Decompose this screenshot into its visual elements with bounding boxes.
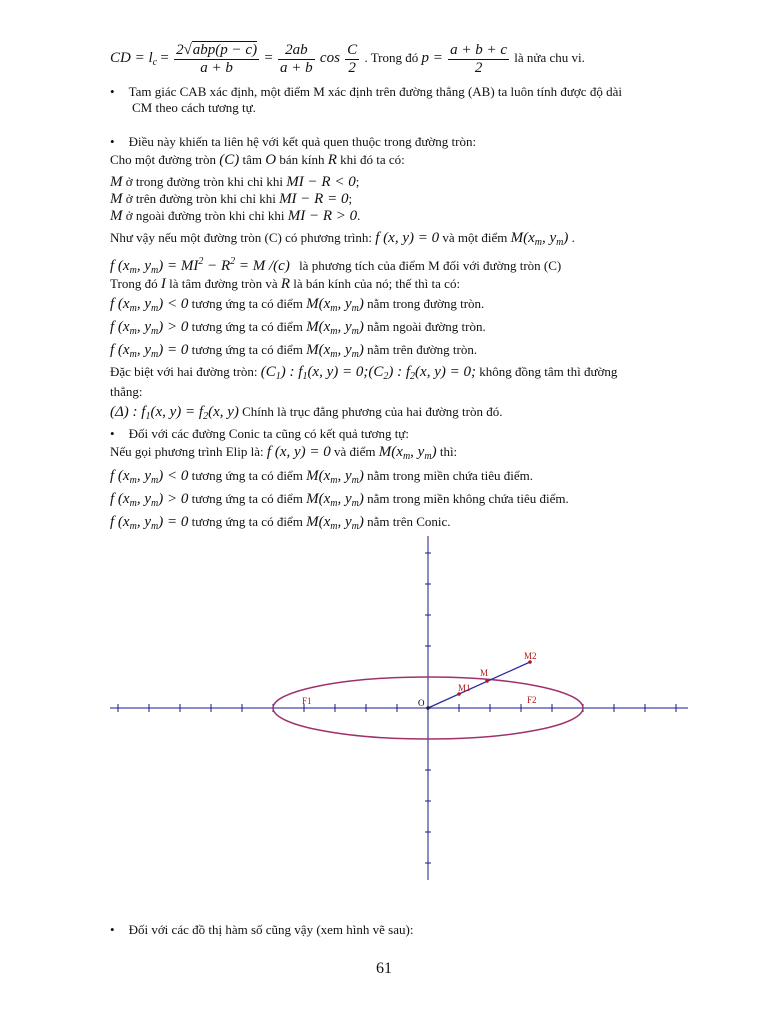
equals-sign-2: = — [264, 50, 273, 66]
p-equals: p = — [421, 50, 443, 66]
circle-intro-line: Cho một đường tròn (C) tâm O bán kính R khi đó ta có: — [110, 152, 405, 168]
point-m — [485, 679, 489, 683]
x-axis — [110, 704, 688, 712]
fraction-3: $\frac{C}{2}$ — [347, 41, 358, 76]
label-m2: M2 — [524, 651, 537, 661]
bullet-cab-continued: CM theo cách tương tự. — [132, 100, 256, 115]
ellipse-result-inside: f ($x_m$, $y_m) < 0$ tương ứng ta có điểm $M(x_m$, $y_m$) nằm trong miền chứa tiêu điểm. — [110, 468, 534, 486]
circle-result-inside: f ($x_m$, $y_m) < 0$ tương ứng ta có điểm $M(x_m$, $y_m$) nằm trong đường tròn. — [110, 296, 485, 314]
bullet-conic: • Đối với các đường Conic ta cũng có kết quả tương tự: — [110, 426, 409, 441]
bullet-circle: • Điều này khiến ta liên hệ với kết quả quen thuộc trong đường tròn: — [110, 134, 477, 149]
segment-o-m2 — [428, 662, 530, 708]
text-trong-do: . Trong đó — [364, 50, 419, 65]
case-inside: M ở trong đường tròn khi chỉ khi MI − R < 0; — [110, 174, 360, 190]
point-o — [426, 706, 430, 710]
bullet-graph: • Đối với các đồ thị hàm số cũng vậy (xem hình vẽ sau): — [110, 922, 414, 937]
circle-result-on: f ($x_m$, $y_m) = 0$ tương ứng ta có điểm $M(x_m$, $y_m$) nằm trên đường tròn. — [110, 342, 478, 360]
where-line: Trong đó I là tâm đường tròn và R là bán kính của nó; thế thì ta có: — [110, 276, 461, 292]
circle-equation-line: Như vậy nếu một đường tròn (C) có phương trình: f (x, y) = 0 và một điểm $M(x_m$, $y_m$) . — [110, 230, 575, 248]
case-outside: M ở ngoài đường tròn khi chỉ khi MI − R > 0. — [110, 208, 361, 224]
cd-lhs: CD = $l_c$ — [110, 50, 158, 68]
label-o: O — [418, 698, 425, 708]
two-circles-line: Đặc biệt với hai đường tròn: $(C_1)$ : $f_1(x$, $y) = 0;(C_2)$ : $f_2(x$, y) = 0; không đồng tâm thì đường — [110, 364, 618, 382]
fraction-4: $\frac{a + b + c}{2}$ — [450, 41, 508, 76]
text-nua-chu-vi: là nửa chu vi. — [514, 50, 585, 65]
page-number: 61 — [376, 960, 392, 977]
label-f2: F2 — [527, 695, 537, 705]
label-f1: F1 — [302, 696, 312, 706]
ellipse-result-on: f ($x_m$, $y_m) = 0$ tương ứng ta có điểm $M(x_m$, $y_m$) nằm trên Conic. — [110, 514, 451, 532]
label-m1: M1 — [458, 683, 471, 693]
power-of-point-line: f ($x_m$, $y_m) = MI^2 - R^2 = M$ /(c) là phương tích của điểm M đối với đường tròn (C) — [110, 256, 562, 276]
cos-function: cos — [319, 50, 340, 66]
fraction-1: $\frac{\text{2√abp(p − c)}}{a + b}$ — [176, 41, 258, 76]
ellipse-figure — [0, 530, 768, 890]
cd-formula-line — [110, 36, 585, 85]
ellipse-result-outside: f ($x_m$, $y_m) > 0$ tương ứng ta có điểm $M(x_m$, $y_m$) nằm trong miền không chứa tiêu điểm. — [110, 491, 569, 509]
ellipse-equation-line: Nếu gọi phương trình Elip là: f (x, y) = 0 và điểm $M(x_m$, $y_m$) thì: — [110, 444, 458, 462]
equals-sign: = — [160, 50, 169, 66]
circle-result-outside: f ($x_m$, $y_m) > 0$ tương ứng ta có điểm $M(x_m$, $y_m$) nằm ngoài đường tròn. — [110, 319, 486, 337]
label-m: M — [480, 668, 489, 678]
bullet-cab: • Tam giác CAB xác định, một điểm M xác định trên đường thẳng (AB) ta luôn tính được độ dài — [110, 84, 622, 99]
fraction-2: $\frac{2ab}{a + b}$ — [280, 41, 313, 76]
two-circles-continued: thẳng: — [110, 384, 143, 399]
radical-axis-line: (Δ) : $f_1(x$, $y) = f_2(x$, y) Chính là trục đẳng phương của hai đường tròn đó. — [110, 404, 503, 422]
case-on: M ở trên đường tròn khi chỉ khi MI − R = 0; — [110, 191, 353, 207]
